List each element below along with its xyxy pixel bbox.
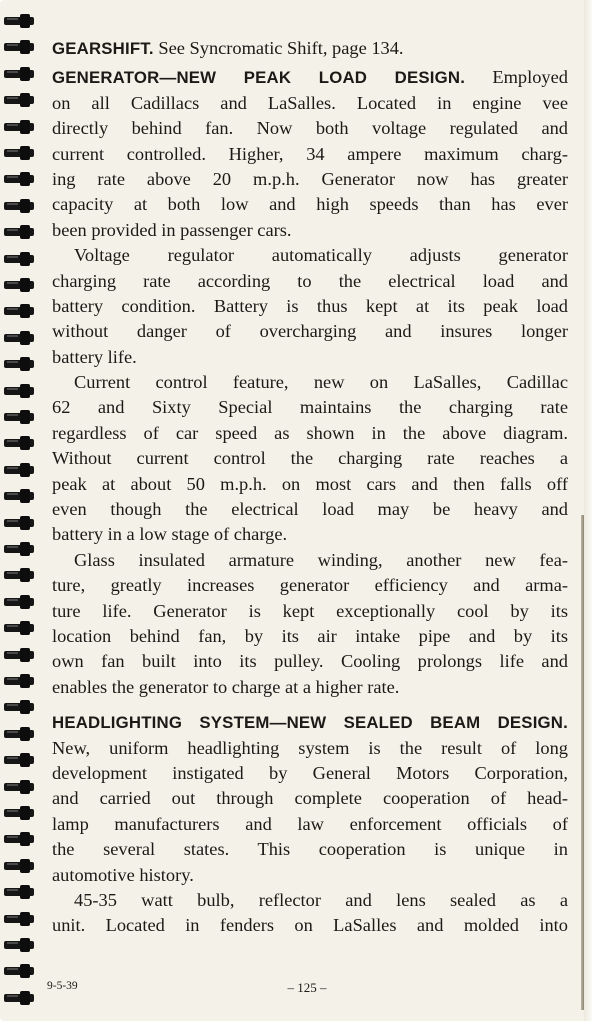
binding-ring <box>4 252 34 266</box>
binding-ring <box>4 859 34 873</box>
text-line <box>52 218 568 243</box>
binding-ring <box>4 278 34 292</box>
line-text: without danger of overcharging and insures longer <box>52 321 568 342</box>
binding-ring <box>4 172 34 186</box>
binding-ring <box>4 674 34 688</box>
binding-ring <box>4 991 34 1005</box>
text-line <box>52 269 568 294</box>
line-text: ture life. Generator is kept exceptionally cool by its <box>52 600 568 621</box>
line-text: and carried out through complete cooperation of head- <box>52 788 568 809</box>
text-line <box>52 888 568 913</box>
page-body <box>52 36 568 939</box>
line-text: Employed <box>465 67 568 88</box>
line-text: the several states. This cooperation is unique in <box>52 839 568 860</box>
line-text: capacity at both low and high speeds than has ever <box>52 194 568 215</box>
text-line <box>52 36 568 61</box>
text-line <box>52 812 568 837</box>
text-line <box>52 421 568 446</box>
section-heading: HEADLIGHTING SYSTEM—NEW SEALED BEAM DESIGN. <box>52 713 568 733</box>
binding-ring <box>4 40 34 54</box>
binding-ring <box>4 568 34 582</box>
page-edge-shadow <box>584 0 592 1021</box>
line-text: battery life. <box>52 346 137 367</box>
binding-ring <box>4 621 34 635</box>
line-text: unit. Located in fenders on LaSalles and molded into <box>52 915 568 936</box>
text-line <box>52 142 568 167</box>
text-line <box>52 446 568 471</box>
text-line <box>52 710 568 735</box>
line-text: Glass insulated armature winding, another new fea- <box>74 549 568 570</box>
text-line <box>52 675 568 700</box>
binding-ring <box>4 938 34 952</box>
line-text: development instigated by General Motors Corporation, <box>52 762 568 783</box>
binding-ring <box>4 516 34 530</box>
print-date: 9-5-39 <box>47 980 78 992</box>
section-heading: GENERATOR—NEW PEAK LOAD DESIGN. <box>52 68 466 88</box>
text-line <box>52 599 568 624</box>
line-text: 62 and Sixty Special maintains the charging rate <box>52 397 568 418</box>
text-line <box>52 243 568 268</box>
binding-ring <box>4 436 34 450</box>
paragraph-gap <box>52 700 568 710</box>
line-text: battery condition. Battery is thus kept at its peak load <box>52 295 568 316</box>
binding-ring <box>4 885 34 899</box>
line-text: ture, greatly increases generator efficiency and arma- <box>52 575 568 596</box>
page-footer <box>47 980 567 1000</box>
binding-ring <box>4 146 34 160</box>
binding-ring <box>4 384 34 398</box>
line-text: peak at about 50 m.p.h. on most cars and then falls off <box>52 473 568 494</box>
binding-ring <box>4 410 34 424</box>
text-line <box>52 573 568 598</box>
section-heading: GEARSHIFT. <box>52 39 154 58</box>
line-text: 45-35 watt bulb, reflector and lens sealed as a <box>74 889 568 910</box>
line-text: automotive history. <box>52 864 194 885</box>
text-line <box>52 294 568 319</box>
text-line <box>52 522 568 547</box>
line-text: enables the generator to charge at a higher rate. <box>52 676 400 697</box>
line-text: charging rate according to the electrical load and <box>52 270 568 291</box>
page-edge-line <box>581 515 584 1010</box>
binding-ring <box>4 357 34 371</box>
text-line <box>52 91 568 116</box>
binding-ring <box>4 304 34 318</box>
text-line <box>52 370 568 395</box>
line-text: battery in a low stage of charge. <box>52 524 288 545</box>
binding-ring <box>4 727 34 741</box>
line-text: on all Cadillacs and LaSalles. Located in engine vee <box>52 92 568 113</box>
spiral-binding <box>0 0 38 1021</box>
text-line <box>52 863 568 888</box>
text-line <box>52 192 568 217</box>
line-text: regardless of car speed as shown in the above diagram. <box>52 422 568 443</box>
text-line <box>52 345 568 370</box>
line-text: Without current control the charging rate reaches a <box>52 448 568 469</box>
text-line <box>52 548 568 573</box>
binding-ring <box>4 780 34 794</box>
binding-ring <box>4 542 34 556</box>
line-text: Current control feature, new on LaSalles, Cadillac <box>74 372 568 393</box>
line-text: own fan built into its pulley. Cooling prolongs life and <box>52 651 568 672</box>
line-text: lamp manufacturers and law enforcement officials of <box>52 813 568 834</box>
text-line <box>52 736 568 761</box>
binding-ring <box>4 700 34 714</box>
text-line <box>52 624 568 649</box>
binding-ring <box>4 93 34 107</box>
text-line <box>52 472 568 497</box>
text-line <box>52 497 568 522</box>
binding-ring <box>4 595 34 609</box>
binding-ring <box>4 912 34 926</box>
line-text: been provided in passenger cars. <box>52 219 292 240</box>
page-number: – 125 – <box>287 980 327 995</box>
line-text: Voltage regulator automatically adjusts generator <box>74 245 568 266</box>
binding-ring <box>4 964 34 978</box>
line-text: New, uniform headlighting system is the result of long <box>52 737 568 758</box>
binding-ring <box>4 67 34 81</box>
line-text: location behind fan, by its air intake pipe and by its <box>52 625 568 646</box>
text-line <box>52 116 568 141</box>
text-line <box>52 761 568 786</box>
text-line <box>52 395 568 420</box>
binding-ring <box>4 199 34 213</box>
binding-ring <box>4 14 34 28</box>
text-line <box>52 649 568 674</box>
binding-ring <box>4 753 34 767</box>
text-line <box>52 786 568 811</box>
binding-ring <box>4 832 34 846</box>
binding-ring <box>4 648 34 662</box>
binding-ring <box>4 806 34 820</box>
line-text: directly behind fan. Now both voltage regulated and <box>52 118 568 139</box>
line-text: See Syncromatic Shift, page 134. <box>153 38 404 58</box>
binding-ring <box>4 120 34 134</box>
binding-ring <box>4 225 34 239</box>
binding-ring <box>4 463 34 477</box>
line-text: even though the electrical load may be heavy and <box>52 499 568 520</box>
text-line <box>52 167 568 192</box>
text-line <box>52 837 568 862</box>
binding-ring <box>4 489 34 503</box>
text-line <box>52 913 568 938</box>
text-line <box>52 319 568 344</box>
binding-ring <box>4 331 34 345</box>
line-text: ing rate above 20 m.p.h. Generator now has greater <box>52 168 568 189</box>
line-text: current controlled. Higher, 34 ampere maximum charg- <box>52 143 568 164</box>
text-line <box>52 65 568 90</box>
